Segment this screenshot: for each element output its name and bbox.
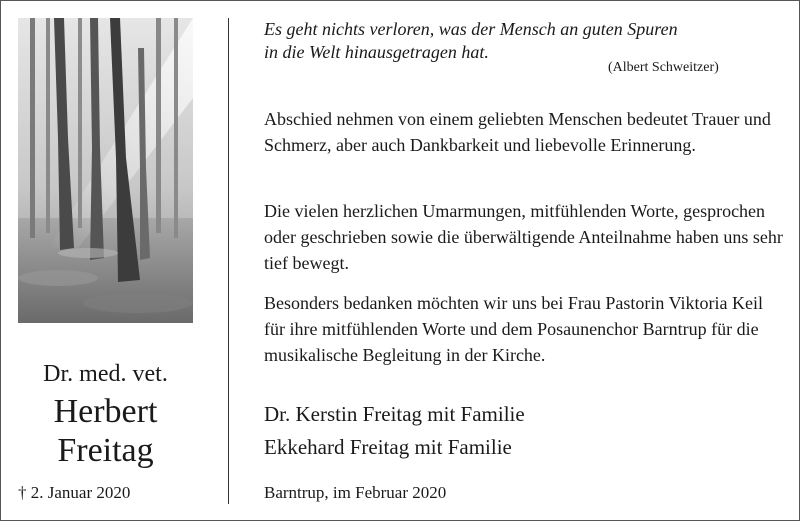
forest-photo	[18, 18, 193, 323]
paragraph-thanks: Besonders bedanken möchten wir uns bei Frau Pastorin Viktoria Keil für ihre mitfühlenden Worte und dem Posaunenchor Barntrup für die musikalische Begleitung in der Kirche.	[264, 293, 763, 365]
forest-image	[18, 18, 193, 323]
paragraph-condolences: Die vielen herzlichen Umarmungen, mitfühlenden Worte, gesprochen oder geschrieben sowie die überwältigende Anteilnahme haben uns sehr tief bewegt.	[264, 201, 783, 273]
left-column	[18, 18, 193, 508]
quote-line-2: in die Welt hinausgetragen hat.	[264, 42, 489, 62]
right-column	[264, 18, 784, 502]
signature-ekkehard: Ekkehard Freitag mit Familie	[264, 435, 512, 459]
place-date: Barntrup, im Februar 2020	[264, 483, 447, 502]
deceased-title: Dr. med. vet.	[43, 361, 168, 387]
deceased-first-name: Herbert	[53, 393, 158, 430]
paragraph-farewell: Abschied nehmen von einem geliebten Menschen bedeutet Trauer und Schmerz, aber auch Dankbarkeit und liebevolle Erinnerung.	[264, 109, 771, 155]
death-date: † 2. Januar 2020	[18, 483, 131, 502]
signature-kerstin: Dr. Kerstin Freitag mit Familie	[264, 402, 525, 426]
deceased-last-name: Freitag	[57, 432, 154, 469]
quote-source: (Albert Schweitzer)	[608, 60, 719, 75]
column-divider	[228, 18, 229, 504]
quote-line-1: Es geht nichts verloren, was der Mensch an guten Spuren	[264, 19, 678, 39]
